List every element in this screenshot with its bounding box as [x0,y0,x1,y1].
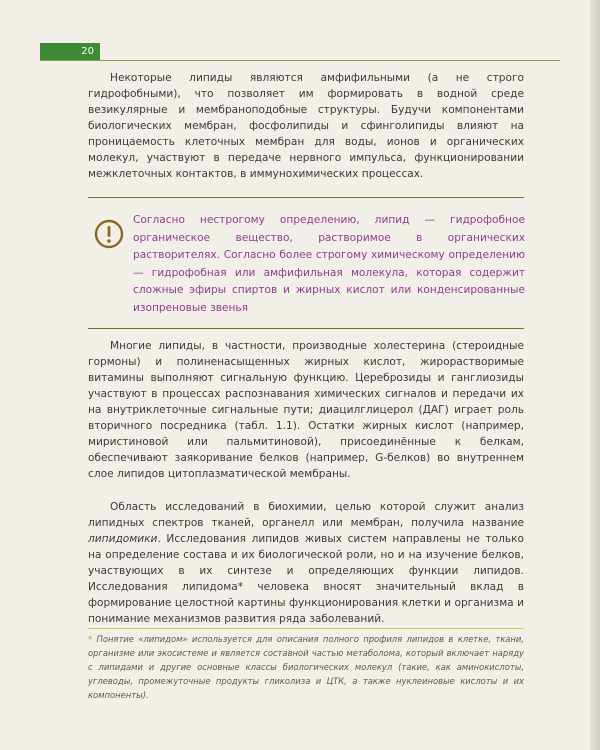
lipidomics-text-end: . Исследования липидов живых систем направлены не только на определение состава и их биологической роли, но и на изучение белков, участвующих в их синтезе и определяющих функции липидов. Исследования липидома* человека вносят значительный вклад в формирование целостной картины функционирования клетки и организма и понимание механизмов развития ряда заболеваний. [88,533,524,625]
note-rule-bottom [88,328,524,329]
lipidomics-text-start: Область исследований в биохимии, целью которой служит анализ липидных спектров тканей, органелл или мембран, получила название [88,501,524,529]
paragraph-amphiphilic-lipids: Некоторые липиды являются амфифильными (а не строго гидрофобными), что позволяет им формировать в водной среде везикулярные и мембраноподобные структуры. Будучи компонентами биологических мембран, фосфолипиды и сфинголипиды влияют на проницаемость клеточных мембран для воды, ионов и органических молекул, участвуют в передаче нервного импульса, функционировании межклеточных контактов, в иммунохимических процессах. [88,72,524,180]
lipidomics-term: липидомики [88,533,158,545]
footnote-lipidome [88,632,524,702]
footnote-marker: * [88,634,93,644]
note-rule-top [88,197,524,198]
page-edge [590,0,600,750]
footnote-rule [88,628,524,629]
lipid-definition-note: Согласно нестрогому определению, липид — гидрофобное органическое вещество, растворимое в органических растворителях. Согласно более строгому химическому определению — гидрофобная или амфифильная молекула, которая содержит сложные эфиры спиртов и жирных кислот или конденсированные изопреновые звенья [133,214,525,314]
page-header [40,43,560,61]
paragraph-lipidomics [88,499,524,627]
page-number: 20 [40,43,100,60]
footnote-text: Понятие «липидом» используется для описания полного профиля липидов в клетке, ткани, организме или экосистеме и является составной частью метаболома, который включает наряду с липидами и другие основные классы биологических молекул (такие, как аминокислоты, углеводы, промежуточные продукты гликолиза и ЦТК, а также нуклеиновые кислоты и их компоненты). [88,634,524,700]
paragraph-signaling-function: Многие липиды, в частности, производные холестерина (стероидные гормоны) и полиненасыщенных жирных кислот, жирорастворимые витамины выполняют сигнальную функцию. Цереброзиды и ганглиозиды участвуют в процессах распознавания химических сигналов и передачи их на внутриклеточные сигнальные пути; диацилглицерол (ДАГ) играет роль вторичного посредника (табл. 1.1). Остатки жирных кислот (например, миристиновой или пальмитиновой), присоединённые к белкам, обеспечивают заякоривание белков (например, G-белков) во внутреннем слое липидов цитоплазматической мембраны. [88,340,524,480]
exclamation-circle-icon [94,219,124,249]
